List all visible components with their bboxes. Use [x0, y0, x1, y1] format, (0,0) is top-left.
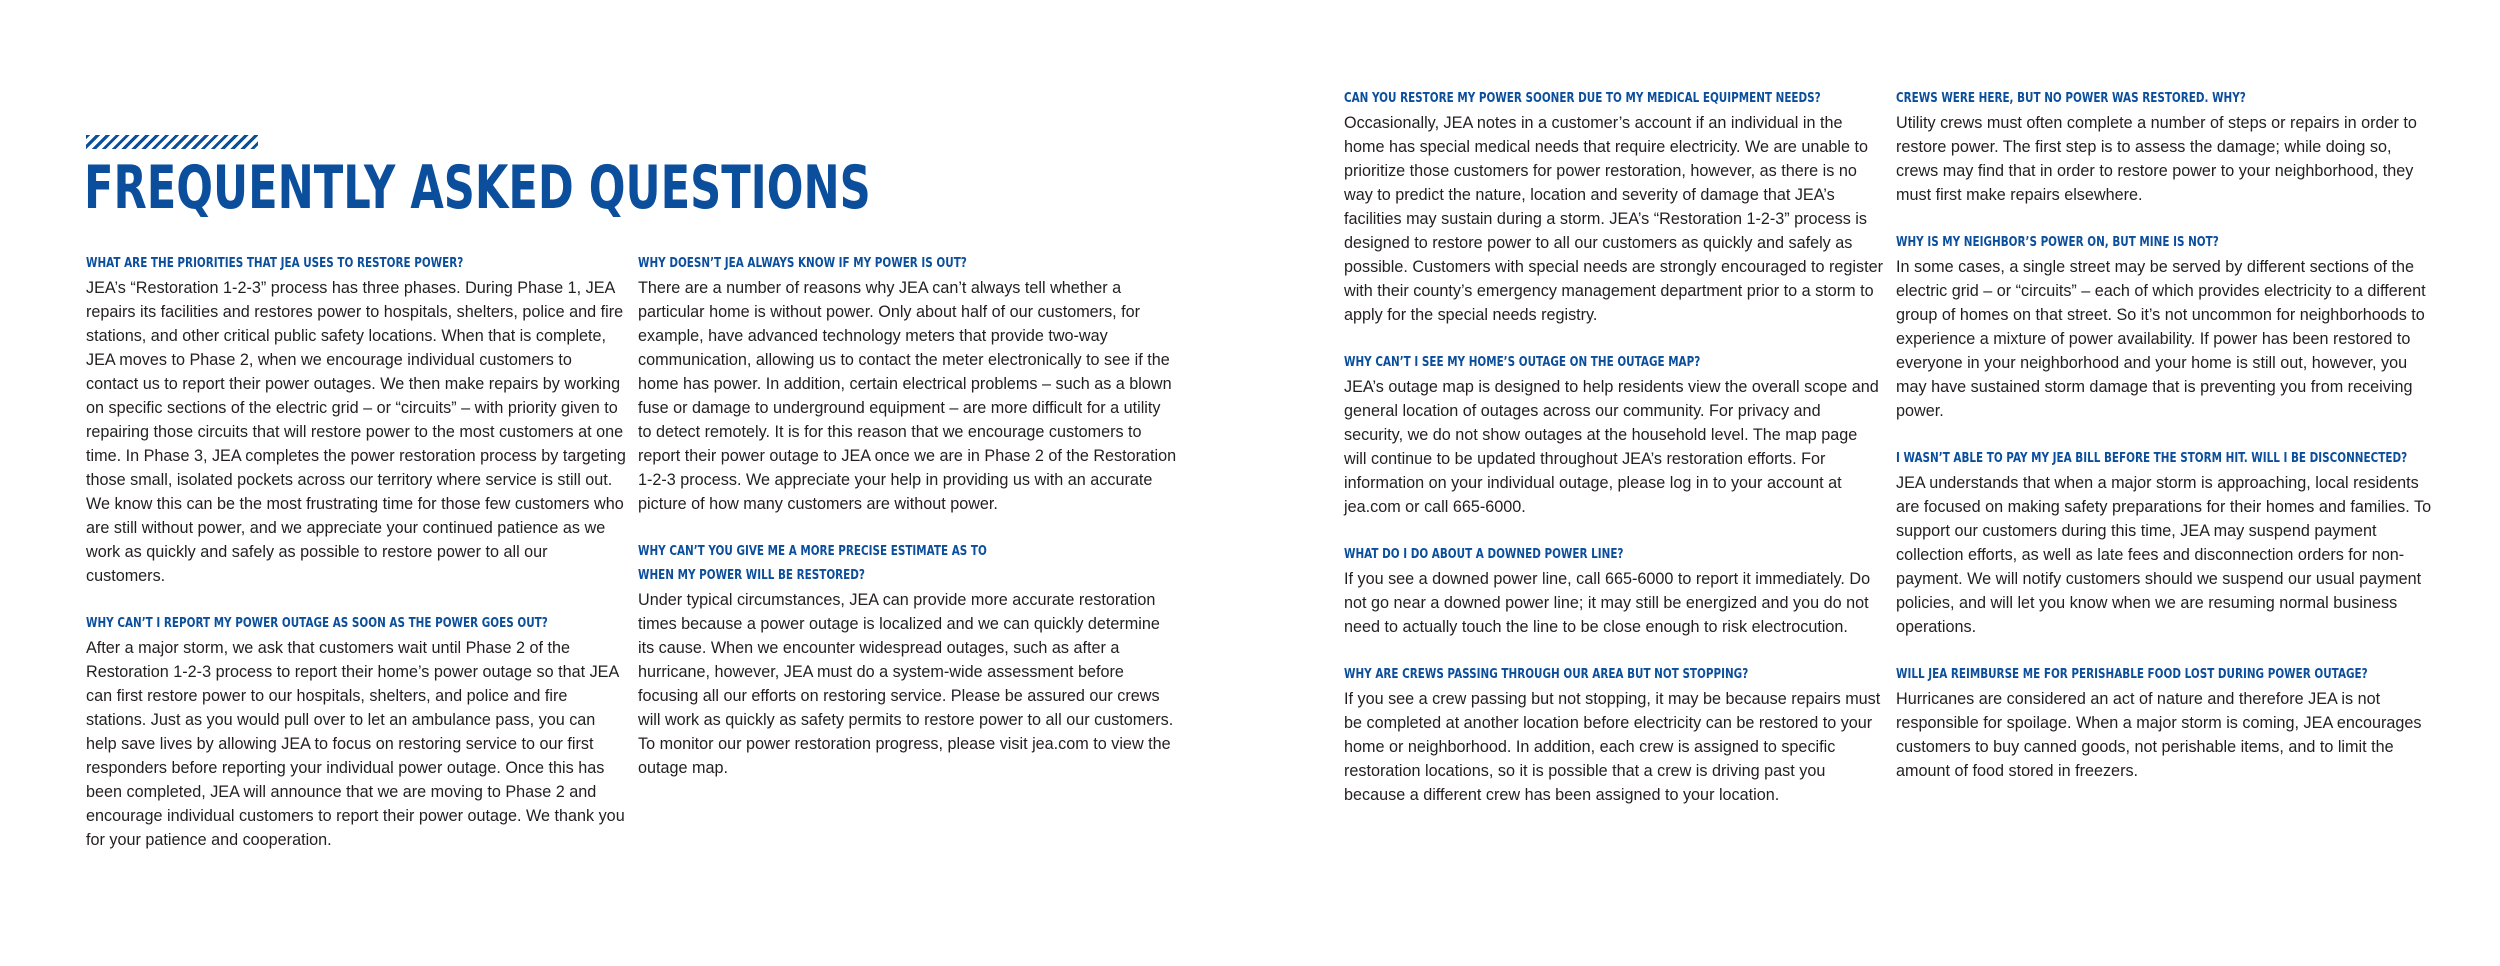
faq-question: WILL JEA REIMBURSE ME FOR PERISHABLE FOOD LOST DURING POWER OUTAGE? [1896, 667, 2368, 682]
faq-answer: After a major storm, we ask that customers wait until Phase 2 of the Restoration 1-2-3 process to report their home’s power outage so that JEA can first restore power to our hospitals, shelters, and police and fire stations. Just as you would pull over to let an ambulance pass, you can help save lives by allowing JEA to focus on restoring service to our first responders before reporting your individual power outage. Once this has been completed, JEA will announce that we are moving to Phase 2 and encourage individual customers to report their power outage. We thank you for your patience and cooperation. [86, 639, 625, 849]
faq-column-3 [1344, 87, 1884, 831]
faq-column-4 [1896, 87, 2436, 807]
faq-item-crews-passing [1344, 663, 1884, 807]
faq-question: WHY CAN’T I REPORT MY POWER OUTAGE AS SOON AS THE POWER GOES OUT? [86, 616, 548, 631]
faq-question: I WASN’T ABLE TO PAY MY JEA BILL BEFORE THE STORM HIT. WILL I BE DISCONNECTED? [1896, 451, 2408, 466]
faq-answer: JEA’s outage map is designed to help residents view the overall scope and general location of outages across our community. For privacy and security, we do not show outages at the household level. The map page will continue to be updated throughout JEA’s restoration efforts. For information on your individual outage, please log in to your account at jea.com or call 665-6000. [1344, 378, 1879, 516]
faq-item-restoration-priorities [86, 252, 626, 588]
faq-question: WHY CAN’T I SEE MY HOME’S OUTAGE ON THE OUTAGE MAP? [1344, 355, 1701, 370]
faq-item-crews-no-power [1896, 87, 2436, 207]
faq-question: WHAT DO I DO ABOUT A DOWNED POWER LINE? [1344, 547, 1624, 562]
faq-item-restoration-estimate [638, 540, 1178, 780]
faq-item-medical-needs [1344, 87, 1884, 327]
faq-answer: There are a number of reasons why JEA can’t always tell whether a particular home is without power. Only about half of our customers, for example, have advanced technology meters that provide two-way communication, allowing us to contact the meter electronically to see if the home has power. In addition, certain electrical problems – such as a blown fuse or damage to underground equipment – are more difficult for a utility to detect remotely. It is for this reason that we encourage customers to report their power outage to JEA once we are in Phase 2 of the Restoration 1-2-3 process. We appreciate your help in providing us with an accurate picture of how many customers are without power. [638, 279, 1177, 513]
faq-item-outage-map [1344, 351, 1884, 519]
faq-question: CAN YOU RESTORE MY POWER SOONER DUE TO MY MEDICAL EQUIPMENT NEEDS? [1344, 91, 1821, 106]
page-title: FREQUENTLY ASKED QUESTIONS [84, 153, 871, 223]
faq-question: WHY ARE CREWS PASSING THROUGH OUR AREA BUT NOT STOPPING? [1344, 667, 1749, 682]
faq-question: WHY IS MY NEIGHBOR’S POWER ON, BUT MINE IS NOT? [1896, 235, 2219, 250]
faq-answer: JEA’s “Restoration 1-2-3” process has three phases. During Phase 1, JEA repairs its facilities and restores power to hospitals, shelters, police and fire stations, and other critical public safety locations. When that is complete, JEA moves to Phase 2, when we encourage individual customers to contact us to report their power outages. We then make repairs by working on specific sections of the electric grid – or “circuits” – with priority given to repairing those circuits that will restore power to the most customers at one time. In Phase 3, JEA completes the power restoration process by targeting those small, isolated pockets across our territory where service is still out. We know this can be the most frustrating time for those few customers who are still without power, and we appreciate your continued patience as we work as quickly and safely as possible to restore power to all our customers. [86, 279, 626, 585]
faq-item-downed-power-line [1344, 543, 1884, 639]
faq-answer: Hurricanes are considered an act of nature and therefore JEA is not responsible for spoilage. When a major storm is coming, JEA encourages customers to buy canned goods, not perishable items, and to limit the amount of food stored in freezers. [1896, 690, 2422, 780]
faq-item-bill-disconnection [1896, 447, 2436, 639]
faq-column-2 [638, 252, 1178, 804]
faq-item-neighbor-power [1896, 231, 2436, 423]
title-hatch-decoration [86, 135, 258, 149]
faq-question: CREWS WERE HERE, BUT NO POWER WAS RESTORED. WHY? [1896, 91, 2246, 106]
faq-question: WHAT ARE THE PRIORITIES THAT JEA USES TO RESTORE POWER? [86, 256, 464, 271]
faq-item-outage-detection [638, 252, 1178, 516]
faq-answer: JEA understands that when a major storm is approaching, local residents are focused on making safety preparations for their homes and families. To support our customers during this time, JEA may suspend payment collection efforts, as well as late fees and disconnection orders for non-payment. We will notify customers should we suspend our usual payment policies, and will let you know when we are resuming normal business operations. [1896, 474, 2432, 636]
faq-question: WHY CAN’T YOU GIVE ME A MORE PRECISE ESTIMATE AS TO WHEN MY POWER WILL BE RESTORED? [638, 544, 987, 583]
faq-answer: Under typical circumstances, JEA can provide more accurate restoration times because a power outage is localized and we can quickly determine its cause. When we encounter widespread outages, such as after a hurricane, however, JEA must do a system-wide assessment before focusing all our efforts on restoring service. Please be assured our crews will work as quickly as safety permits to restore power to all our customers. To monitor our power restoration progress, please visit jea.com to view the outage map. [638, 591, 1174, 777]
faq-column-1 [86, 252, 626, 876]
faq-item-report-outage-timing [86, 612, 626, 852]
faq-item-food-reimbursement [1896, 663, 2436, 783]
faq-answer: If you see a crew passing but not stopping, it may be because repairs must be completed at another location before electricity can be restored to your home or neighborhood. In addition, each crew is assigned to specific restoration locations, so it is possible that a crew is driving past you because a different crew has been assigned to your location. [1344, 690, 1881, 804]
faq-answer: Utility crews must often complete a number of steps or repairs in order to restore power. The first step is to assess the damage; while doing so, crews may find that in order to restore power to your neighborhood, they must first make repairs elsewhere. [1896, 114, 2417, 204]
faq-question: WHY DOESN’T JEA ALWAYS KNOW IF MY POWER IS OUT? [638, 256, 967, 271]
faq-answer: In some cases, a single street may be served by different sections of the electric grid – or “circuits” – each of which provides electricity to a different group of homes on that street. So it’s not uncommon for neighborhoods to experience a mixture of power availability. If power has been restored to everyone in your neighborhood and your home is still out, however, you may have sustained storm damage that is preventing you from receiving power. [1896, 258, 2426, 420]
faq-answer: If you see a downed power line, call 665-6000 to report it immediately. Do not go near a downed power line; it may still be energized and you do not need to actually touch the line to be close enough to risk electrocution. [1344, 570, 1871, 636]
faq-answer: Occasionally, JEA notes in a customer’s account if an individual in the home has special medical needs that require electricity. We are unable to prioritize those customers for power restoration, however, as there is no way to predict the nature, location and severity of damage that JEA’s facilities may sustain during a storm. JEA’s “Restoration 1-2-3” process is designed to restore power to all our customers as quickly and safely as possible. Customers with special needs are strongly encouraged to register with their county’s emergency management department prior to a storm to apply for the special needs registry. [1344, 114, 1883, 324]
